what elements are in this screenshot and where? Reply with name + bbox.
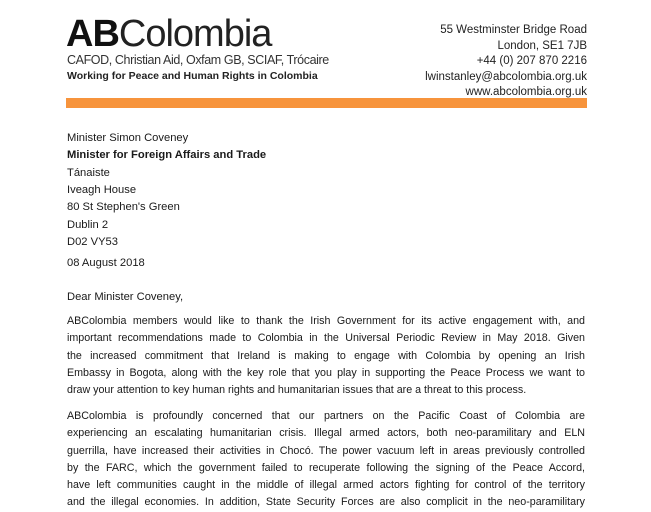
logo-bold-text: AB xyxy=(66,13,119,55)
letter-date: 08 August 2018 xyxy=(67,257,145,269)
paragraph-line: the increased commitment that Ireland is making to engage with Colombia by opening an Irish xyxy=(67,349,585,362)
address-city: London, SE1 7JB xyxy=(497,39,587,52)
tagline: Working for Peace and Human Rights in Colombia xyxy=(67,70,318,82)
recipient-postcode: D02 VY53 xyxy=(67,236,118,248)
address-website: www.abcolombia.org.uk xyxy=(465,86,587,98)
recipient-building: Iveagh House xyxy=(67,184,137,196)
logo-light-text: Colombia xyxy=(118,13,272,55)
paragraph-line: and the illegal economies. In addition, State Security Forces are also complicit in the neo-paramilitary xyxy=(67,496,585,509)
paragraph-line: guerrilla, have increased their activities in Chocó. The power vacuum left in areas previously controlled xyxy=(67,444,585,457)
recipient-city: Dublin 2 xyxy=(67,219,109,231)
paragraph-line: ABColombia is profoundly concerned that our partners on the Pacific Coast of Colombia are xyxy=(67,410,585,422)
paragraph-line: by the FARC, which the government failed to recuperate following the signing of the Peace Accord, xyxy=(67,461,585,474)
recipient-title: Minister for Foreign Affairs and Trade xyxy=(67,149,267,161)
member-organisations: CAFOD, Christian Aid, Oxfam GB, SCIAF, Trócaire xyxy=(67,53,329,67)
salutation: Dear Minister Coveney, xyxy=(67,291,184,303)
paragraph-line: have left communities caught in the middle of illegal armed actors fighting for control of the territory xyxy=(67,479,585,492)
address-email: lwinstanley@abcolombia.org.uk xyxy=(425,70,587,83)
paragraph-line: important recommendations made to Colombia in the Universal Periodic Review in May 2018. Given xyxy=(67,332,585,345)
address-street: 55 Westminster Bridge Road xyxy=(440,24,587,36)
recipient-name: Minister Simon Coveney xyxy=(67,132,189,144)
orange-divider-bar xyxy=(66,98,587,108)
paragraph-line: Embassy in Bogota, along with the key role that you play in supporting the Peace Process we want to xyxy=(67,366,585,379)
paragraph-2 xyxy=(67,408,585,512)
paragraph-line: experiencing an escalating humanitarian crisis. Illegal armed actors, both neo-paramilitary and ELN xyxy=(67,427,585,440)
recipient-role: Tánaiste xyxy=(67,167,110,179)
abcolombia-logo xyxy=(66,14,271,54)
paragraph-line: draw your attention to key human rights and humanitarian issues that are a threat to this process. xyxy=(67,384,527,397)
recipient-street: 80 St Stephen's Green xyxy=(67,201,180,213)
address-phone: +44 (0) 207 870 2216 xyxy=(476,55,587,67)
paragraph-1 xyxy=(67,313,585,399)
paragraph-line: ABColombia members would like to thank the Irish Government for its active engagement with, and xyxy=(67,315,585,327)
sender-address xyxy=(425,23,587,101)
